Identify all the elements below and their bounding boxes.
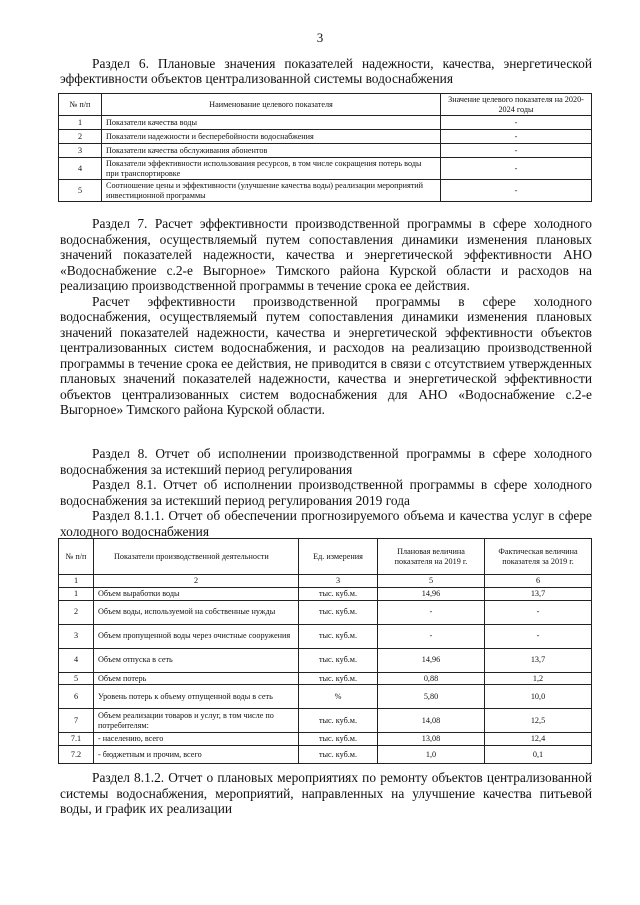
plan-value: 13,08 <box>378 733 485 746</box>
indicator-name: Соотношение цены и эффективности (улучшение качества воды) реализации мероприятий инвестиционной программы <box>102 180 441 202</box>
section6-heading: Раздел 6. Плановые значения показателей надежности, качества, энергетической эффективности объектов централизованной системы водоснабжения <box>60 56 592 86</box>
row-number: 4 <box>59 158 102 180</box>
row-number: 7.1 <box>59 733 94 746</box>
row-number: 1 <box>59 587 94 600</box>
fact-value: 13,7 <box>485 587 592 600</box>
fact-value: 12,5 <box>485 709 592 733</box>
plan-value: - <box>378 624 485 648</box>
header-cell: Показатели производственной деятельности <box>94 539 299 575</box>
table-row <box>59 180 592 202</box>
plan-value: 14,96 <box>378 587 485 600</box>
section7-paragraph-2: Расчет эффективности производственной программы в сфере холодного водоснабжения, осуществляемый путем сопоставления динамики изменения плановых значений показателей надежности, качества и энергетической эффективности объектов централизованных систем водоснабжения, и расходов на реализацию производственной программы в течение срока ее действия, не приводится в связи с отсутствием утвержденных плановых значений показателей надежности, качества и энергетической эффективности объектов централизованных систем водоснабжения для АНО «Водоснабжение с.2-е Выгорное» Тимского района Курской области. <box>60 293 592 417</box>
fact-value: 12,4 <box>485 733 592 746</box>
section7 <box>60 216 592 418</box>
table-row <box>59 624 592 648</box>
column-number: 6 <box>485 575 592 588</box>
indicator-name: - населению, всего <box>94 733 299 746</box>
indicator-name: Показатели качества обслуживания абонентов <box>102 144 441 158</box>
indicator-name: - бюджетным и прочим, всего <box>94 746 299 764</box>
fact-value: - <box>485 600 592 624</box>
indicator-name: Объем воды, используемой на собственные нужды <box>94 600 299 624</box>
table-row <box>59 685 592 709</box>
table-row <box>59 144 592 158</box>
unit: тыс. куб.м. <box>299 624 378 648</box>
plan-value: 14,96 <box>378 648 485 672</box>
indicator-name: Объем отпуска в сеть <box>94 648 299 672</box>
row-number: 4 <box>59 648 94 672</box>
indicator-name: Объем реализации товаров и услуг, в том числе по потребителям: <box>94 709 299 733</box>
table-row <box>59 733 592 746</box>
column-number: 5 <box>378 575 485 588</box>
row-number: 3 <box>59 624 94 648</box>
indicator-value: - <box>441 158 592 180</box>
indicator-name: Показатели эффективности использования ресурсов, в том числе сокращения потерь воды при транспортировке <box>102 158 441 180</box>
plan-value: 0,88 <box>378 672 485 685</box>
indicator-name: Объем выработки воды <box>94 587 299 600</box>
table-row <box>59 672 592 685</box>
row-number: 2 <box>59 130 102 144</box>
column-number: 1 <box>59 575 94 588</box>
target-indicators-table <box>58 93 592 202</box>
plan-value: 14,08 <box>378 709 485 733</box>
indicator-name: Объем потерь <box>94 672 299 685</box>
table-row <box>59 746 592 764</box>
table-row <box>59 600 592 624</box>
row-number: 1 <box>59 116 102 130</box>
table-row <box>59 158 592 180</box>
table-header-row <box>59 94 592 116</box>
unit: тыс. куб.м. <box>299 587 378 600</box>
section8 <box>60 446 592 539</box>
table-header-row <box>59 539 592 575</box>
section8-heading: Раздел 8. Отчет об исполнении производственной программы в сфере холодного водоснабжения за истекший период регулирования <box>60 446 592 477</box>
section8-1-heading: Раздел 8.1. Отчет об исполнении производственной программы в сфере холодного водоснабжения за истекший период регулирования 2019 года <box>60 477 592 508</box>
unit: тыс. куб.м. <box>299 709 378 733</box>
section8-1-2-heading: Раздел 8.1.2. Отчет о плановых мероприятиях по ремонту объектов централизованной системы водоснабжения, мероприятий, направленных на улучшение качества питьевой воды, и график их реализации <box>60 770 592 816</box>
indicator-name: Объем пропущенной воды через очистные сооружения <box>94 624 299 648</box>
indicator-value: - <box>441 144 592 158</box>
table-row <box>59 130 592 144</box>
indicator-value: - <box>441 130 592 144</box>
row-number: 3 <box>59 144 102 158</box>
header-cell: Наименование целевого показателя <box>102 94 441 116</box>
header-cell: Ед. измерения <box>299 539 378 575</box>
row-number: 5 <box>59 672 94 685</box>
fact-value: 1,2 <box>485 672 592 685</box>
production-report-table <box>58 538 592 764</box>
column-number: 2 <box>94 575 299 588</box>
unit: тыс. куб.м. <box>299 733 378 746</box>
table-row <box>59 709 592 733</box>
column-number-row <box>59 575 592 588</box>
fact-value: - <box>485 624 592 648</box>
unit: тыс. куб.м. <box>299 600 378 624</box>
plan-value: - <box>378 600 485 624</box>
header-cell: № п/п <box>59 539 94 575</box>
fact-value: 13,7 <box>485 648 592 672</box>
indicator-name: Показатели качества воды <box>102 116 441 130</box>
table-row <box>59 648 592 672</box>
indicator-name: Уровень потерь к объему отпущенной воды в сеть <box>94 685 299 709</box>
unit: тыс. куб.м. <box>299 672 378 685</box>
header-cell: Значение целевого показателя на 2020-2024 годы <box>441 94 592 116</box>
fact-value: 0,1 <box>485 746 592 764</box>
row-number: 2 <box>59 600 94 624</box>
header-cell: Плановая величина показателя на 2019 г. <box>378 539 485 575</box>
row-number: 5 <box>59 180 102 202</box>
table-row <box>59 116 592 130</box>
unit: тыс. куб.м. <box>299 746 378 764</box>
plan-value: 5,80 <box>378 685 485 709</box>
table-row <box>59 587 592 600</box>
unit: тыс. куб.м. <box>299 648 378 672</box>
section7-paragraph-1: Раздел 7. Расчет эффективности производственной программы в сфере холодного водоснабжения, осуществляемый путем сопоставления динамики изменения плановых значений показателей надежности, качества и энергетической эффективности АНО «Водоснабжение с.2-е Выгорное» Тимского района Курской области и расходов на реализацию производственной программы в течение срока ее действия. <box>60 216 592 293</box>
unit: % <box>299 685 378 709</box>
row-number: 7 <box>59 709 94 733</box>
indicator-value: - <box>441 180 592 202</box>
header-cell: № п/п <box>59 94 102 116</box>
plan-value: 1,0 <box>378 746 485 764</box>
header-cell: Фактическая величина показателя за 2019 г. <box>485 539 592 575</box>
indicator-name: Показатели надежности и бесперебойности водоснабжения <box>102 130 441 144</box>
column-number: 3 <box>299 575 378 588</box>
page-number: 3 <box>316 30 324 45</box>
row-number: 6 <box>59 685 94 709</box>
indicator-value: - <box>441 116 592 130</box>
section8-1-1-heading: Раздел 8.1.1. Отчет об обеспечении прогнозируемого объема и качества услуг в сфере холодного водоснабжения <box>60 508 592 539</box>
row-number: 7.2 <box>59 746 94 764</box>
fact-value: 10,0 <box>485 685 592 709</box>
